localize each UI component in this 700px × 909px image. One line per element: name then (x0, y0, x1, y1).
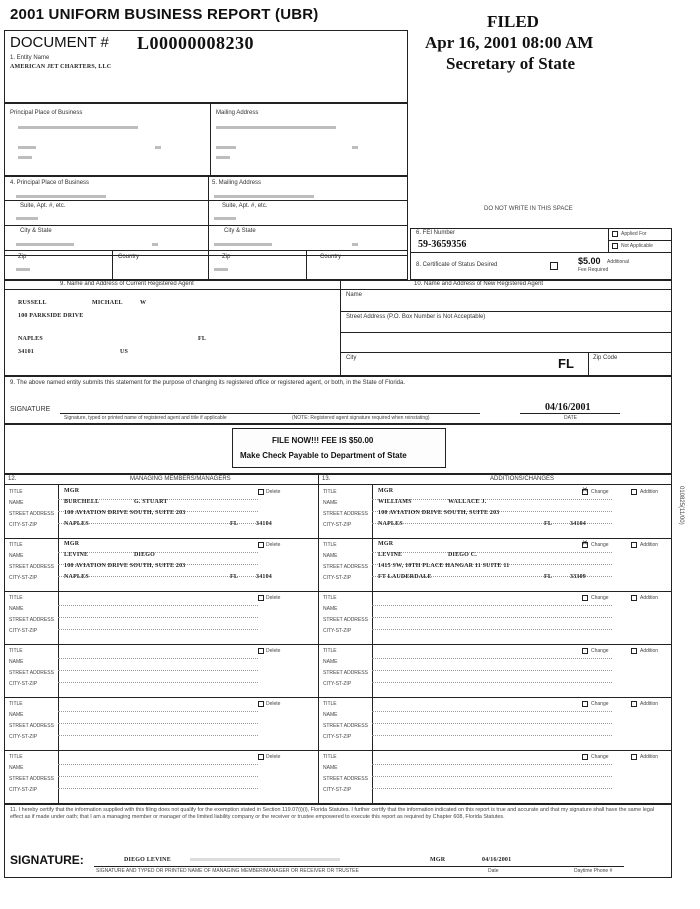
addition-label: Addition (640, 489, 659, 495)
filed-title: FILED (487, 12, 539, 31)
member-field-label: NAME (9, 659, 24, 665)
member-field-label: STREET ADDRESS (9, 617, 54, 623)
member-field-label: CITY-ST-ZIP (9, 787, 38, 793)
member-row-divider (4, 644, 318, 645)
member-line (58, 605, 258, 606)
member-field-label: CITY-ST-ZIP (323, 522, 352, 528)
member-field-label: STREET ADDRESS (323, 617, 368, 623)
statement-date: 04/16/2001 (545, 402, 591, 413)
current-agent-name-3: W (140, 300, 147, 306)
member-zip: 34104 (256, 521, 272, 527)
new-agent-heading: 10. Name and Address of New Registered Agent (414, 281, 544, 287)
delete-checkbox[interactable] (258, 701, 264, 707)
change-label: Change (591, 701, 609, 707)
certificate-label: 8. Certificate of Status Desired (416, 262, 498, 268)
member-line (58, 629, 258, 630)
delete-checkbox[interactable] (258, 489, 264, 495)
suite-label: Suite, Apt. #, etc. (20, 203, 66, 209)
current-agent-heading: 9. Name and Address of Current Registered Agent (60, 281, 194, 287)
member-title: MGR (378, 541, 394, 547)
member-row-divider (4, 538, 318, 539)
member-line (372, 617, 612, 618)
current-agent-zip: 34101 (18, 349, 34, 355)
member-line (58, 723, 258, 724)
member-field-label: NAME (323, 712, 338, 718)
statement-date-label: DATE (564, 415, 577, 421)
change-label: Change (591, 754, 609, 760)
delete-checkbox[interactable] (258, 754, 264, 760)
member-city: NAPLES (64, 574, 89, 580)
member-field-label: CITY-ST-ZIP (323, 681, 352, 687)
certification-caption: SIGNATURE AND TYPED OR PRINTED NAME OF MANAGING MEMBER/MANAGER OR RECEIVER OR TRUSTEE (96, 868, 359, 874)
member-city: NAPLES (64, 521, 89, 527)
member-line (372, 776, 612, 777)
fee-note-1: Additional (607, 259, 629, 265)
member-field-label: STREET ADDRESS (9, 723, 54, 729)
member-zip: 34104 (256, 574, 272, 580)
filed-by: Secretary of State (446, 54, 576, 73)
mailing-address-label: 5. Mailing Address (212, 180, 262, 186)
entity-name-label: 1. Entity Name (10, 55, 50, 61)
addition-checkbox[interactable] (631, 701, 637, 707)
delete-checkbox[interactable] (258, 595, 264, 601)
member-field-label: NAME (323, 553, 338, 559)
member-row-divider (4, 750, 318, 751)
member-field-label: TITLE (9, 701, 23, 707)
member-line (372, 629, 612, 630)
member-street: 100 AVIATION DRIVE SOUTH, SUITE 203 (378, 510, 500, 516)
change-checkbox[interactable] (582, 542, 588, 548)
member-field-label: CITY-ST-ZIP (323, 628, 352, 634)
member-field-label: TITLE (323, 595, 337, 601)
member-zip: 34104 (570, 521, 586, 527)
member-state: FL (544, 521, 553, 527)
member-title: MGR (378, 488, 394, 494)
delete-checkbox[interactable] (258, 542, 264, 548)
do-not-write: DO NOT WRITE IN THIS SPACE (484, 206, 573, 212)
country-label: Country (118, 254, 140, 260)
document-label: DOCUMENT # (10, 34, 109, 51)
change-checkbox[interactable] (582, 754, 588, 760)
member-line (58, 776, 258, 777)
member-field-label: NAME (9, 500, 24, 506)
agent-signature-label: SIGNATURE (10, 406, 51, 413)
member-line (58, 617, 258, 618)
member-field-label: CITY-ST-ZIP (9, 575, 38, 581)
member-field-label: TITLE (9, 542, 23, 548)
member-line (372, 735, 612, 736)
member-field-label: NAME (9, 553, 24, 559)
member-zip: 33309 (570, 574, 586, 580)
member-field-label: NAME (9, 765, 24, 771)
member-line (372, 723, 612, 724)
member-field-label: STREET ADDRESS (323, 511, 368, 517)
fee-amount: $5.00 (578, 256, 601, 266)
member-field-label: NAME (323, 500, 338, 506)
current-agent-state: FL (198, 336, 207, 342)
member-field-label: CITY-ST-ZIP (9, 681, 38, 687)
agent-signature-note: (NOTE: Registered agent signature required when reinstating) (292, 415, 430, 421)
member-line (58, 658, 258, 659)
member-title: MGR (64, 488, 80, 494)
zip-label: Zip (18, 254, 27, 260)
member-field-label: STREET ADDRESS (9, 776, 54, 782)
signer-title: MGR (430, 857, 446, 863)
new-agent-name-label: Name (346, 292, 363, 298)
member-field-label: NAME (9, 712, 24, 718)
member-name-last: LEVINE (64, 552, 89, 558)
member-line (372, 658, 612, 659)
change-checkbox[interactable] (582, 489, 588, 495)
file-now-line2: Make Check Payable to Department of State (240, 451, 407, 460)
member-state: FL (230, 574, 239, 580)
member-title: MGR (64, 541, 80, 547)
member-field-label: NAME (323, 606, 338, 612)
zip-label-2: Zip (222, 254, 231, 260)
change-checkbox[interactable] (582, 701, 588, 707)
form-side-code: 010825(11/00) (678, 486, 684, 525)
member-field-label: NAME (323, 765, 338, 771)
entity-name: AMERICAN JET CHARTERS, LLC (10, 64, 112, 70)
addition-checkbox[interactable] (631, 489, 637, 495)
member-field-label: STREET ADDRESS (323, 564, 368, 570)
addition-checkbox[interactable] (631, 648, 637, 654)
member-line (58, 764, 258, 765)
current-agent-street: 100 PARKSIDE DRIVE (18, 313, 84, 319)
member-field-label: TITLE (323, 542, 337, 548)
member-name-first: DIEGO C. (448, 552, 477, 558)
city-state-label: City & State (20, 228, 52, 234)
current-agent-name-1: RUSSELL (18, 300, 47, 306)
fei-number: 59-3659356 (418, 239, 467, 250)
delete-label: Delete (266, 754, 281, 760)
certification-signature-label: SIGNATURE: (10, 853, 84, 867)
not-applicable-checkbox[interactable] (612, 243, 618, 249)
member-street: 100 AVIATION DRIVE SOUTH, SUITE 203 (64, 563, 186, 569)
member-street: 1415 SW, 10TH PLACE HANGAR 11 SUITE 11 (378, 563, 510, 569)
member-field-label: STREET ADDRESS (323, 723, 368, 729)
member-field-label: NAME (9, 606, 24, 612)
member-field-label: TITLE (323, 754, 337, 760)
member-line (372, 605, 612, 606)
country-label-2: Country (320, 254, 342, 260)
member-field-label: CITY-ST-ZIP (9, 522, 38, 528)
signer-date: 04/16/2001 (482, 857, 512, 863)
member-name-first: WALLACE J. (448, 499, 487, 505)
member-field-label: TITLE (323, 701, 337, 707)
member-line (372, 764, 612, 765)
member-name-first: DIEGO (134, 552, 156, 558)
delete-label: Delete (266, 648, 281, 654)
member-field-label: STREET ADDRESS (9, 670, 54, 676)
addition-label: Addition (640, 542, 659, 548)
member-row-divider (4, 591, 318, 592)
member-line (58, 735, 258, 736)
member-state: FL (230, 521, 239, 527)
member-field-label: CITY-ST-ZIP (9, 628, 38, 634)
member-city: NAPLES (378, 521, 403, 527)
certification-date-caption: Date (488, 868, 499, 874)
change-label: Change (591, 648, 609, 654)
current-agent-name-2: MICHAEL (92, 300, 123, 306)
file-now-line1: FILE NOW!!! FEE IS $50.00 (272, 436, 374, 445)
change-label: Change (591, 542, 609, 548)
principal-place-label: 4. Principal Place of Business (10, 180, 90, 186)
change-label: Change (591, 489, 609, 495)
member-field-label: CITY-ST-ZIP (9, 734, 38, 740)
mailing-label: Mailing Address (216, 110, 259, 116)
change-label: Change (591, 595, 609, 601)
member-field-label: STREET ADDRESS (323, 776, 368, 782)
change-checkbox[interactable] (582, 595, 588, 601)
member-field-label: STREET ADDRESS (323, 670, 368, 676)
not-applicable-label: Not Applicable (621, 243, 653, 249)
addition-checkbox[interactable] (631, 542, 637, 548)
member-line (372, 670, 612, 671)
statement-text: 9. The above named entity submits this statement for the purpose of changing its registered office or registered agent, or both, in the State of Florida. (10, 380, 406, 386)
signer-name: DIEGO LEVINE (124, 857, 171, 863)
member-field-label: CITY-ST-ZIP (323, 575, 352, 581)
member-street: 100 AVIATION DRIVE SOUTH, SUITE 203 (64, 510, 186, 516)
applied-for-checkbox[interactable] (612, 231, 618, 237)
document-number: L00000008230 (137, 33, 255, 53)
report-title: 2001 UNIFORM BUSINESS REPORT (UBR) (10, 6, 319, 23)
certification-text: 11. I hereby certify that the information supplied with this filing does not qualify for the exemption stated in Section 119.07(i)(i), Florida Statutes. I further certify that the information indicated on this report is true and accurate and that my signature shall have the same legal effect as if made under oath; that I am a managing member or manager of the limited liability company or the receiver or trustee empowered to execute this report as required by Chapter 608, Florida Statutes. (10, 807, 655, 820)
new-agent-zip-label: Zip Code (593, 355, 618, 361)
additions-heading: ADDITIONS/CHANGES (490, 476, 555, 482)
member-field-label: STREET ADDRESS (9, 564, 54, 570)
fei-label: 6. FEI Number (416, 230, 456, 236)
member-name-last: LEVINE (378, 552, 403, 558)
delete-checkbox[interactable] (258, 648, 264, 654)
applied-for-label: Applied For (621, 231, 647, 237)
city-state-label-2: City & State (224, 228, 256, 234)
member-line (58, 788, 258, 789)
filed-date: Apr 16, 2001 08:00 AM (425, 33, 594, 52)
current-agent-city: NAPLES (18, 336, 43, 342)
member-field-label: NAME (323, 659, 338, 665)
suite-label-2: Suite, Apt. #, etc. (222, 203, 268, 209)
new-agent-state: FL (558, 356, 574, 371)
file-now-banner (232, 428, 446, 468)
member-field-label: TITLE (323, 648, 337, 654)
new-agent-street-label: Street Address (P.O. Box Number is Not Acceptable) (346, 314, 486, 320)
member-line (58, 670, 258, 671)
zip-country-row (4, 250, 408, 280)
member-name-last: WILLIAMS (378, 499, 412, 505)
member-line (58, 682, 258, 683)
managing-heading: MANAGING MEMBERS/MANAGERS (130, 476, 231, 482)
member-field-label: CITY-ST-ZIP (323, 734, 352, 740)
member-field-label: TITLE (323, 489, 337, 495)
delete-label: Delete (266, 489, 281, 495)
delete-label: Delete (266, 595, 281, 601)
member-field-label: CITY-ST-ZIP (323, 787, 352, 793)
member-field-label: STREET ADDRESS (9, 511, 54, 517)
current-agent-country: US (120, 349, 129, 355)
delete-label: Delete (266, 542, 281, 548)
principal-label: Principal Place of Business (10, 110, 83, 116)
member-city: FT LAUDERDALE (378, 574, 432, 580)
addition-label: Addition (640, 701, 659, 707)
member-field-label: TITLE (9, 648, 23, 654)
addition-label: Addition (640, 595, 659, 601)
change-checkbox[interactable] (582, 648, 588, 654)
member-name-first: G. STUART (134, 499, 168, 505)
delete-label: Delete (266, 701, 281, 707)
member-line (372, 552, 612, 553)
addition-label: Addition (640, 648, 659, 654)
agent-signature-caption: Signature, typed or printed name of registered agent and title if applicable (64, 415, 227, 421)
fee-note-2: Fee Required (578, 267, 609, 273)
member-line (58, 711, 258, 712)
certificate-checkbox[interactable] (550, 262, 558, 270)
member-field-label: TITLE (9, 489, 23, 495)
member-name-last: BURCHELL (64, 499, 100, 505)
new-agent-city-label: City (346, 355, 357, 361)
certification-phone-caption: Daytime Phone # (574, 868, 613, 874)
addition-checkbox[interactable] (631, 754, 637, 760)
member-field-label: TITLE (9, 595, 23, 601)
member-row-divider (4, 697, 318, 698)
member-line (372, 788, 612, 789)
member-line (372, 682, 612, 683)
addition-checkbox[interactable] (631, 595, 637, 601)
addition-label: Addition (640, 754, 659, 760)
member-field-label: TITLE (9, 754, 23, 760)
member-line (372, 711, 612, 712)
member-state: FL (544, 574, 553, 580)
